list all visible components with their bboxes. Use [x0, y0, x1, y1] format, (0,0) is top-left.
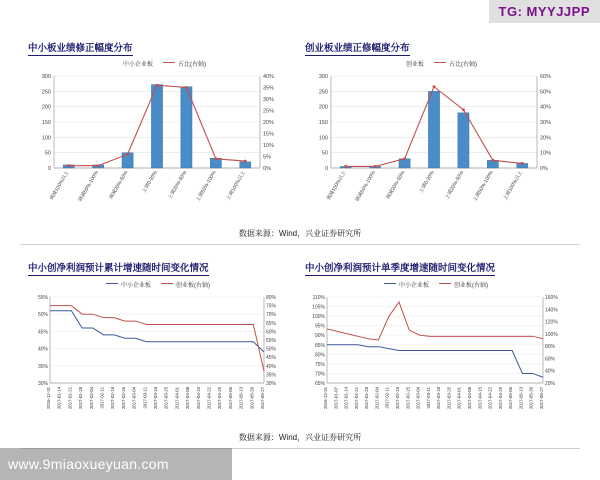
x-axis-tick: 2017-01-21: [353, 387, 359, 409]
y-axis-tick-left: 100: [41, 135, 51, 142]
chart-panel-2: [305, 38, 563, 220]
legend-swatch-bar-icon: [108, 62, 120, 67]
x-axis-tick: 2017-04-15: [477, 387, 483, 409]
chart-svg: [305, 70, 563, 220]
legend-label-a3: 中小企业板: [120, 283, 151, 289]
x-axis-tick: 2017-02-25: [120, 387, 126, 409]
chart-plot-2: [305, 70, 563, 220]
y-axis-tick-right: 0%: [540, 166, 548, 172]
x-axis-tick: 2017-02-18: [110, 387, 116, 409]
y-axis-tick-right: 25%: [263, 108, 275, 115]
y-axis-tick-right: 10%: [263, 143, 275, 149]
y-axis-tick-left: 75%: [314, 361, 325, 368]
line-marker: [403, 158, 406, 161]
legend-label-line-1: 占比(右轴): [178, 62, 206, 68]
chart-legend-2: [305, 59, 563, 68]
line-marker: [344, 165, 347, 168]
y-axis-tick-right: 20%: [545, 381, 556, 387]
y-axis-tick-right: 30%: [263, 97, 275, 103]
y-axis-tick-left: 90%: [314, 333, 325, 340]
y-axis-tick-right: 0%: [263, 166, 271, 172]
legend-swatch-line-icon: [439, 283, 451, 284]
y-axis-tick-left: 45%: [37, 329, 48, 336]
legend-item-bar-2: [391, 59, 424, 68]
legend-item-bar-1: [108, 59, 153, 68]
x-axis-tick: 2017-03-11: [425, 387, 431, 409]
x-axis-tick: 2017-02-11: [384, 387, 390, 409]
x-axis-tick: 2017-05-20: [249, 387, 255, 409]
y-axis-tick-left: 30%: [37, 381, 48, 387]
bar: [240, 162, 251, 168]
line-marker: [433, 85, 436, 88]
legend-swatch-line-icon: [161, 283, 173, 284]
y-axis-tick-left: 0: [47, 166, 51, 172]
chart-legend-3: [28, 280, 288, 289]
x-axis-tick: 调减20%-50%: [385, 170, 407, 201]
y-axis-tick-left: 85%: [314, 342, 325, 349]
x-axis-tick: 2017-02-11: [99, 387, 105, 409]
x-axis-tick: 2017-02-18: [395, 387, 400, 409]
y-axis-tick-right: 40%: [540, 104, 552, 111]
y-axis-tick-right: 20%: [540, 135, 552, 142]
y-axis-tick-right: 160%: [545, 295, 558, 301]
legend-item-line-1: [163, 59, 206, 68]
y-axis-tick-left: 150: [318, 120, 328, 126]
chart-plot-3: [28, 291, 288, 441]
line-marker: [244, 160, 247, 163]
bar: [458, 113, 469, 168]
x-axis-tick: 上调20%-50%: [444, 170, 466, 201]
legend-item-line-a3: [106, 280, 151, 289]
y-axis-tick-left: 250: [318, 89, 328, 96]
x-axis-tick: 2017-01-14: [343, 387, 349, 409]
x-axis-tick: 2017-04-22: [206, 387, 212, 409]
y-axis-tick-left: 200: [318, 104, 328, 111]
x-axis-tick: 2017-03-04: [131, 387, 137, 409]
x-axis-tick: 上调50%-100%: [472, 170, 495, 203]
y-axis-tick-left: 40%: [37, 346, 48, 353]
x-axis-tick: 2017-03-18: [153, 387, 158, 409]
y-axis-tick-left: 55%: [37, 295, 48, 301]
line-marker: [462, 108, 465, 111]
line-marker: [374, 165, 377, 168]
y-axis-tick-left: 300: [41, 74, 51, 80]
y-axis-tick-left: 50%: [37, 312, 48, 319]
legend-swatch-line-icon: [384, 283, 396, 284]
y-axis-tick-right: 15%: [263, 131, 275, 138]
legend-item-line-2: [434, 59, 477, 68]
y-axis-tick-left: 0: [324, 166, 328, 172]
line-marker: [521, 162, 524, 165]
x-axis-tick: 2017-01-28: [78, 387, 84, 409]
y-axis-tick-left: 70%: [314, 371, 325, 378]
x-axis-tick: 2017-03-25: [446, 387, 452, 409]
y-axis-tick-right: 35%: [263, 85, 275, 92]
y-axis-tick-right: 60%: [266, 329, 277, 336]
x-axis-tick: 调减20%-50%: [108, 170, 130, 201]
chart-panel-4: [305, 258, 567, 441]
legend-item-line-b4: [439, 280, 488, 289]
chart-panel-3: [28, 258, 288, 441]
y-axis-tick-left: 150: [41, 120, 51, 126]
x-axis-tick: 2016-12-31: [323, 387, 328, 409]
y-axis-tick-right: 40%: [266, 363, 277, 370]
line-marker: [67, 164, 70, 167]
x-axis-tick: 2016-12-31: [46, 387, 51, 409]
x-axis-tick: 2017-04-15: [195, 387, 201, 409]
y-axis-tick-right: 50%: [266, 346, 277, 353]
x-axis-tick: 2017-01-14: [56, 387, 62, 409]
y-axis-tick-right: 55%: [266, 338, 277, 344]
y-axis-tick-right: 40%: [263, 74, 275, 80]
y-axis-tick-left: 35%: [37, 363, 48, 370]
y-axis-tick-right: 140%: [545, 307, 558, 314]
line-marker: [126, 153, 129, 156]
bar: [428, 91, 439, 168]
y-axis-tick-right: 70%: [266, 312, 277, 319]
y-axis-tick-right: 30%: [266, 381, 277, 387]
y-axis-tick-left: 110%: [312, 295, 325, 301]
y-axis-tick-right: 35%: [266, 372, 277, 379]
legend-label-a4: 中小企业板: [398, 283, 429, 289]
x-axis-tick: 2017-05-06: [508, 387, 514, 409]
y-axis-tick-right: 10%: [540, 150, 552, 157]
x-axis-tick: 上调50%-100%: [195, 170, 218, 203]
x-axis-tick: 调减50%-100%: [77, 170, 100, 203]
x-axis-tick: 2017-05-27: [539, 387, 544, 409]
x-axis-tick: 上调0-20%: [141, 170, 159, 195]
x-axis-tick: 上调20%-50%: [167, 170, 189, 201]
x-axis-tick: 2017-01-07: [333, 387, 339, 409]
x-axis-tick: 2017-03-25: [163, 387, 169, 409]
line-marker: [215, 158, 218, 161]
x-axis-tick: 上调0-20%: [418, 170, 436, 195]
line-series: [327, 345, 543, 377]
line-marker: [492, 159, 495, 162]
y-axis-tick-left: 250: [41, 89, 51, 96]
chart-plot-4: [305, 291, 567, 441]
y-axis-tick-right: 45%: [266, 355, 277, 362]
x-axis-tick: 2017-03-04: [415, 387, 421, 409]
legend-item-line-b3: [161, 280, 210, 289]
legend-swatch-line-icon: [106, 283, 118, 284]
y-axis-tick-right: 80%: [545, 344, 556, 351]
chart-title-3: 中小创净利润预计累计增速随时间变化情况: [28, 260, 209, 276]
chart-svg: [28, 70, 286, 220]
y-axis-tick-right: 75%: [266, 303, 277, 310]
x-axis-tick: 2017-02-25: [405, 387, 411, 409]
y-axis-tick-right: 40%: [545, 368, 556, 375]
x-axis-tick: 调减100%以上: [48, 170, 71, 202]
legend-swatch-bar-icon: [391, 62, 403, 67]
x-axis-tick: 2017-02-04: [88, 387, 94, 409]
y-axis-tick-left: 200: [41, 104, 51, 111]
chart-svg: [28, 291, 288, 441]
x-axis-tick: 上调100%以上: [225, 170, 248, 202]
y-axis-tick-left: 50: [44, 150, 51, 157]
y-axis-tick-left: 50: [321, 150, 328, 157]
y-axis-tick-right: 100%: [545, 331, 558, 338]
y-axis-tick-right: 50%: [540, 89, 552, 96]
legend-label-line-2: 占比(右轴): [449, 62, 477, 68]
watermark: www.9miaoxueyuan.com: [0, 448, 232, 480]
x-axis-tick: 2017-01-21: [67, 387, 73, 409]
line-marker: [185, 86, 188, 89]
divider-1: [20, 244, 580, 245]
y-axis-tick-left: 300: [318, 74, 328, 80]
chart-panel-1: [28, 38, 286, 220]
legend-swatch-line-icon: [163, 62, 175, 63]
x-axis-tick: 调减50%-100%: [354, 170, 377, 203]
x-axis-tick: 2017-05-06: [227, 387, 233, 409]
chart-title-2: 创业板业绩正修幅度分布: [305, 40, 410, 56]
y-axis-tick-right: 5%: [263, 154, 271, 161]
x-axis-tick: 2017-04-01: [456, 387, 462, 409]
legend-label-bar-1: 中小企业板: [122, 62, 153, 68]
line-series: [50, 306, 264, 371]
x-axis-tick: 2017-05-27: [260, 387, 265, 409]
chart-legend-1: [28, 59, 286, 68]
legend-swatch-line-icon: [434, 62, 446, 63]
y-axis-tick-left: 95%: [314, 323, 325, 330]
legend-label-b4: 创业板(右轴): [454, 283, 488, 289]
y-axis-tick-right: 120%: [545, 319, 558, 326]
x-axis-tick: 2017-05-20: [528, 387, 534, 409]
x-axis-tick: 2017-03-11: [142, 387, 148, 409]
x-axis-tick: 2017-04-22: [487, 387, 493, 409]
y-axis-tick-right: 30%: [540, 120, 552, 126]
x-axis-tick: 2017-03-18: [436, 387, 442, 409]
x-axis-tick: 调减100%以上: [325, 170, 348, 202]
y-axis-tick-left: 65%: [314, 381, 325, 387]
bar: [181, 87, 192, 168]
source-note-2: 数据来源：Wind，兴业证券研究所: [238, 433, 362, 442]
y-axis-tick-left: 100: [318, 135, 328, 142]
y-axis-tick-right: 80%: [266, 295, 277, 301]
x-axis-tick: 2017-04-08: [185, 387, 191, 409]
chart-title-4: 中小创净利润预计单季度增速随时间变化情况: [305, 260, 495, 276]
legend-label-bar-2: 创业板: [405, 62, 424, 68]
legend-item-line-a4: [384, 280, 429, 289]
x-axis-tick: 上调100%以上: [502, 170, 525, 202]
chart-plot-1: [28, 70, 286, 220]
x-axis-tick: 2017-04-08: [467, 387, 472, 409]
y-axis-tick-left: 100%: [312, 314, 325, 321]
y-axis-tick-right: 20%: [263, 120, 275, 126]
chart-svg: [305, 291, 567, 441]
x-axis-tick: 2017-05-13: [518, 387, 524, 409]
x-axis-tick: 2017-04-29: [497, 387, 503, 409]
y-axis-tick-left: 80%: [314, 352, 325, 359]
x-axis-tick: 2017-04-01: [174, 387, 180, 409]
source-note-1: 数据来源：Wind，兴业证券研究所: [238, 229, 362, 238]
x-axis-tick: 2017-01-28: [364, 387, 370, 409]
y-axis-tick-left: 105%: [312, 304, 325, 311]
legend-label-b3: 创业板(右轴): [176, 283, 210, 289]
x-axis-tick: 2017-04-29: [217, 387, 223, 409]
y-axis-tick-right: 65%: [266, 320, 277, 327]
x-axis-tick: 2017-05-13: [238, 387, 244, 409]
chart-title-1: 中小板业绩修正幅度分布: [28, 40, 133, 56]
bar: [151, 85, 162, 168]
y-axis-tick-right: 60%: [540, 74, 552, 80]
line-series: [327, 302, 543, 340]
line-marker: [97, 164, 100, 167]
line-marker: [156, 84, 159, 87]
y-axis-tick-right: 60%: [545, 356, 556, 363]
tg-badge: TG: MYYJJPP: [489, 0, 600, 23]
x-axis-tick: 2017-02-04: [374, 387, 380, 409]
chart-legend-4: [305, 280, 567, 289]
